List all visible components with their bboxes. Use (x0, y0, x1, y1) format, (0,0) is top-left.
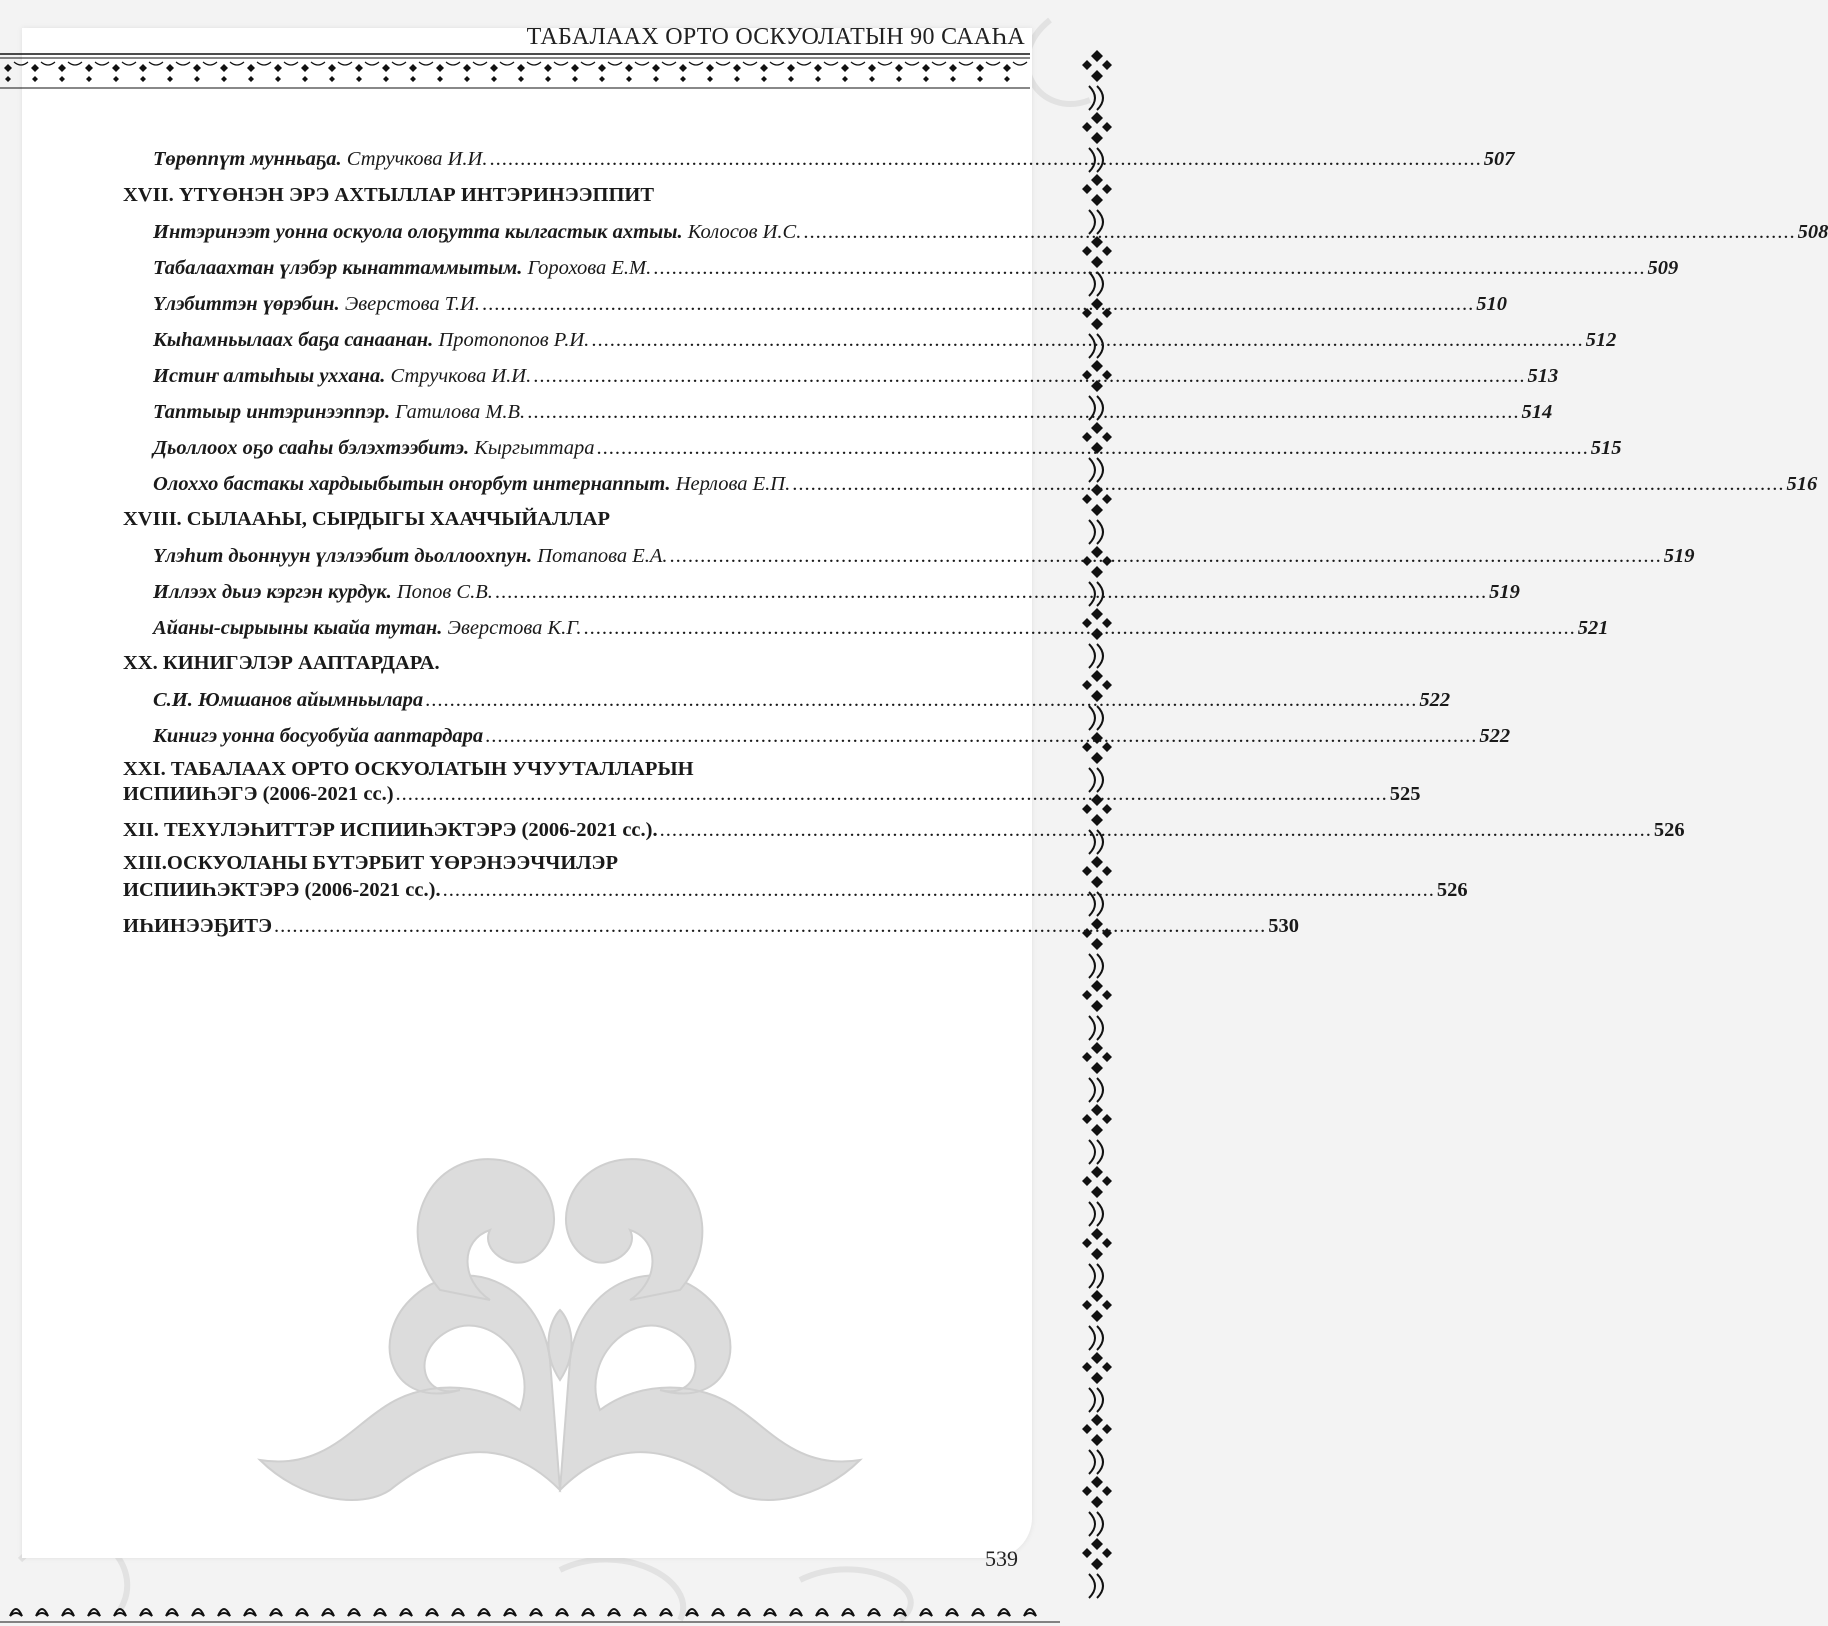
border-wave (504, 1609, 516, 1616)
border-arc (527, 62, 541, 65)
toc-entry-text (153, 616, 581, 640)
border-wave (478, 1609, 490, 1616)
section-heading: XVII. ҮТҮӨНЭН ЭРЭ АХТЫЛЛАР ИНТЭРИНЭЭППИТ (123, 184, 655, 206)
toc-entry[interactable] (153, 688, 1451, 712)
border-arc (797, 62, 811, 65)
toc-entry-text (153, 544, 668, 568)
section-heading: ХХ. КИНИГЭЛЭР ААПТАРДАРА. (123, 652, 440, 674)
entry-author: Стручкова И.И. (390, 365, 532, 387)
border-diamond (436, 64, 444, 82)
border-arc (959, 62, 973, 65)
toc-entry[interactable] (153, 147, 1515, 171)
border-diamond-cluster (1082, 50, 1112, 82)
border-wave (452, 1609, 464, 1616)
toc-entry[interactable] (153, 220, 1828, 244)
toc-entry[interactable] (153, 724, 1511, 748)
border-diamond (949, 64, 957, 82)
border-curl (1089, 86, 1103, 110)
dot-leader: .................................................................................................................................................................. (494, 581, 1488, 603)
toc-entry[interactable] (153, 616, 1609, 640)
border-arc (149, 62, 163, 65)
entry-author: Попов С.В. (396, 581, 493, 603)
entry-page-number: 519 (1663, 545, 1695, 567)
page-number: 539 (985, 1546, 1018, 1571)
border-curl (1089, 1512, 1103, 1536)
header-ornament-border (0, 52, 1040, 92)
border-arc (608, 62, 622, 65)
major-section-entry[interactable] (123, 878, 1468, 902)
dot-leader: .................................................................................................................................................................. (481, 293, 1475, 315)
border-arc (392, 62, 406, 65)
border-arc (500, 62, 514, 65)
border-wave (296, 1609, 308, 1616)
border-wave (10, 1609, 22, 1616)
border-arc (122, 62, 136, 65)
entry-page-number: 526 (1653, 819, 1685, 841)
toc-entry[interactable] (153, 544, 1695, 568)
border-wave (1024, 1609, 1036, 1616)
border-diamond (598, 64, 606, 82)
entry-title: Интэринээт уонна оскуола олоҕутта кылгастык ахтыы. (153, 221, 683, 243)
border-curl (1089, 1388, 1103, 1412)
border-diamond (976, 64, 984, 82)
border-arc (635, 62, 649, 65)
border-curl (1089, 1264, 1103, 1288)
border-diamond (463, 64, 471, 82)
entry-title: Таптыыр интэринээппэр. (153, 401, 391, 423)
entry-author: Потапова Е.А. (537, 545, 668, 567)
toc-entry-text (153, 436, 595, 460)
major-section-entry[interactable] (123, 914, 1300, 938)
border-diamond (112, 64, 120, 82)
border-diamond (868, 64, 876, 82)
toc-entry-text (153, 364, 531, 388)
border-diamond (679, 64, 687, 82)
border-diamond (274, 64, 282, 82)
entry-title: Кыһамньылаах баҕа санаанан. (153, 329, 434, 351)
border-diamond (895, 64, 903, 82)
dot-leader: .................................................................................................................................................................. (596, 437, 1589, 459)
border-wave (998, 1609, 1010, 1616)
border-wave (660, 1609, 672, 1616)
border-wave (400, 1609, 412, 1616)
border-diamond (85, 64, 93, 82)
border-arc (14, 62, 28, 65)
dot-leader: .................................................................................................................................................................. (659, 819, 1652, 841)
border-diamond-cluster (1082, 1538, 1112, 1570)
border-arc (824, 62, 838, 65)
border-arc (878, 62, 892, 65)
border-arc (473, 62, 487, 65)
major-section-title: ИСПИИҺЭГЭ (2006-2021 сс.) (123, 783, 394, 805)
dot-leader: .................................................................................................................................................................. (442, 879, 1435, 901)
border-diamond-cluster (1082, 1104, 1112, 1136)
border-arc (446, 62, 460, 65)
toc-entry-text (153, 472, 790, 496)
border-wave (322, 1609, 334, 1616)
dot-leader: .................................................................................................................................................................. (489, 148, 1482, 170)
entry-title: Үлэһит дьоннуун үлэлээбит дьоллоохпун. (153, 545, 533, 567)
entry-title: Истиҥ алтыһыы уххана. (153, 365, 386, 387)
border-diamond (1003, 64, 1011, 82)
border-wave (348, 1609, 360, 1616)
entry-author: Эверстова К.Г. (447, 617, 582, 639)
border-diamond (301, 64, 309, 82)
entry-page-number: 512 (1585, 329, 1617, 351)
border-arc (1013, 62, 1027, 65)
border-diamond-cluster (1082, 1228, 1112, 1260)
border-curl (1089, 1326, 1103, 1350)
entry-page-number: 513 (1527, 365, 1559, 387)
border-arc (338, 62, 352, 65)
border-diamond-cluster (1082, 1166, 1112, 1198)
major-section-title: ИСПИИҺЭКТЭРЭ (2006-2021 сс.). (123, 879, 441, 901)
border-diamond (922, 64, 930, 82)
border-diamond (814, 64, 822, 82)
border-diamond (625, 64, 633, 82)
toc-entry[interactable] (153, 400, 1553, 424)
border-curl (1089, 520, 1103, 544)
border-diamond (517, 64, 525, 82)
dot-leader: .................................................................................................................................................................. (653, 257, 1646, 279)
major-section-entry[interactable] (123, 782, 1421, 806)
entry-title: Олоххо бастакы хардыыбытын оҥорбут интернаппыт. (153, 473, 671, 495)
border-arc (176, 62, 190, 65)
border-diamond (166, 64, 174, 82)
running-header: ТАБАЛААХ ОРТО ОСКУОЛАТЫН 90 СААҺА (526, 24, 1025, 50)
entry-author: Колосов И.С. (687, 221, 802, 243)
dot-leader: .................................................................................................................................................................. (395, 783, 1388, 805)
border-diamond-cluster (1082, 1290, 1112, 1322)
border-arc (284, 62, 298, 65)
entry-page-number: 507 (1483, 148, 1515, 170)
border-wave (738, 1609, 750, 1616)
border-diamond-cluster (1082, 112, 1112, 144)
border-diamond (409, 64, 417, 82)
border-diamond (760, 64, 768, 82)
border-wave (556, 1609, 568, 1616)
entry-page-number: 522 (1419, 689, 1451, 711)
entry-page-number: 522 (1479, 725, 1511, 747)
border-arc (932, 62, 946, 65)
border-arc (41, 62, 55, 65)
border-wave (920, 1609, 932, 1616)
major-section-title: XII. ТЕХҮЛЭҺИТТЭР ИСПИИҺЭКТЭРЭ (2006-2021 сс.). (123, 819, 658, 841)
toc-entry[interactable] (153, 364, 1559, 388)
border-curl (1089, 1202, 1103, 1226)
entry-page-number: 521 (1577, 617, 1609, 639)
border-arc (986, 62, 1000, 65)
toc-entry-text (153, 400, 525, 424)
entry-page-number: 525 (1389, 783, 1421, 805)
border-curl (1089, 1016, 1103, 1040)
entry-title: Төрөппүт мунньаҕа. (153, 148, 342, 170)
border-diamond (328, 64, 336, 82)
border-diamond (31, 64, 39, 82)
entry-page-number: 508 (1797, 221, 1828, 243)
toc-entry-text (153, 220, 801, 244)
toc-entry-text (153, 292, 480, 316)
border-arc (851, 62, 865, 65)
entry-author: Эверстова Т.И. (344, 293, 480, 315)
border-diamond-cluster (1082, 1352, 1112, 1384)
border-wave (712, 1609, 724, 1616)
dot-leader: .................................................................................................................................................................. (583, 617, 1576, 639)
border-wave (530, 1609, 542, 1616)
border-wave (608, 1609, 620, 1616)
border-diamond-cluster (1082, 174, 1112, 206)
border-wave (166, 1609, 178, 1616)
border-diamond (841, 64, 849, 82)
border-arc (95, 62, 109, 65)
border-wave (374, 1609, 386, 1616)
border-diamond (787, 64, 795, 82)
entry-title: Иллээх дьиэ кэргэн курдук. (153, 581, 392, 603)
entry-author: Стручкова И.И. (346, 148, 488, 170)
major-section-title: ИҺИНЭЭҔИТЭ (123, 915, 273, 937)
entry-title: С.И. Юмшанов айымньылара (153, 689, 424, 711)
border-arc (203, 62, 217, 65)
border-wave (192, 1609, 204, 1616)
border-wave (140, 1609, 152, 1616)
border-diamond (247, 64, 255, 82)
dot-leader: .................................................................................................................................................................. (591, 329, 1584, 351)
border-wave (634, 1609, 646, 1616)
border-wave (868, 1609, 880, 1616)
border-wave (114, 1609, 126, 1616)
border-wave (218, 1609, 230, 1616)
entry-author: Кыргыттара (474, 437, 595, 459)
toc-entry-text (153, 724, 483, 748)
toc-entry-text (153, 688, 423, 712)
border-diamond-cluster (1082, 1476, 1112, 1508)
border-wave (62, 1609, 74, 1616)
border-diamond (490, 64, 498, 82)
dot-leader: .................................................................................................................................................................. (274, 915, 1267, 937)
toc-entry[interactable] (153, 328, 1617, 352)
section-heading: XVIII. СЫЛААҺЫ, СЫРДЫГЫ ХААЧЧЫЙАЛЛАР (123, 508, 610, 530)
border-diamond (193, 64, 201, 82)
major-section-heading: XIII.ОСКУОЛАНЫ БҮТЭРБИТ ҮӨРЭНЭЭЧЧИЛЭР (123, 852, 618, 874)
border-wave (270, 1609, 282, 1616)
major-section-heading: XXI. ТАБАЛААХ ОРТО ОСКУОЛАТЫН УЧУУТАЛЛАРЫН (123, 758, 694, 780)
border-wave (816, 1609, 828, 1616)
border-arc (68, 62, 82, 65)
border-diamond-cluster (1082, 1414, 1112, 1446)
border-curl (1089, 1140, 1103, 1164)
toc-entry[interactable] (153, 436, 1622, 460)
border-arc (257, 62, 271, 65)
toc-entry[interactable] (153, 256, 1679, 280)
entry-page-number: 530 (1268, 915, 1300, 937)
entry-page-number: 526 (1436, 879, 1468, 901)
border-curl (1089, 644, 1103, 668)
border-arc (770, 62, 784, 65)
toc-entry-text (153, 328, 589, 352)
border-diamond-cluster (1082, 980, 1112, 1012)
border-arc (689, 62, 703, 65)
dot-leader: .................................................................................................................................................................. (669, 545, 1662, 567)
border-wave (972, 1609, 984, 1616)
border-wave (88, 1609, 100, 1616)
dot-leader: .................................................................................................................................................................. (527, 401, 1520, 423)
dot-leader: .................................................................................................................................................................. (425, 689, 1418, 711)
border-arc (716, 62, 730, 65)
border-diamond (733, 64, 741, 82)
border-diamond (58, 64, 66, 82)
entry-title: Дьоллоох оҕо сааһы бэлэхтээбитэ. (153, 437, 470, 459)
entry-title: Кинигэ уонна босуобуйа ааптардара (153, 725, 484, 747)
border-wave (36, 1609, 48, 1616)
border-diamond (544, 64, 552, 82)
border-diamond (652, 64, 660, 82)
border-wave (582, 1609, 594, 1616)
entry-page-number: 515 (1590, 437, 1622, 459)
border-wave (244, 1609, 256, 1616)
border-arc (662, 62, 676, 65)
entry-page-number: 516 (1786, 473, 1818, 495)
toc-entry-text (153, 256, 651, 280)
border-diamond-cluster (1082, 1042, 1112, 1074)
bottom-ornament-border (0, 1590, 1060, 1626)
entry-title: Табалаахтан үлэбэр кынаттаммытым. (153, 257, 523, 279)
border-diamond (706, 64, 714, 82)
border-arc (311, 62, 325, 65)
toc-entry[interactable] (153, 472, 1818, 496)
toc-entry[interactable] (153, 292, 1507, 316)
border-curl (1089, 954, 1103, 978)
entry-page-number: 510 (1476, 293, 1507, 315)
border-wave (764, 1609, 776, 1616)
dot-leader: .................................................................................................................................................................. (803, 221, 1796, 243)
toc-entry[interactable] (153, 580, 1520, 604)
entry-author: Горохова Е.М. (527, 257, 652, 279)
decorative-ornament (240, 1130, 880, 1510)
border-arc (230, 62, 244, 65)
border-arc (365, 62, 379, 65)
toc-entry-text (153, 580, 493, 604)
border-curl (1089, 1078, 1103, 1102)
border-arc (419, 62, 433, 65)
border-curl (1089, 1450, 1103, 1474)
toc-entry-text (153, 147, 487, 171)
dot-leader: .................................................................................................................................................................. (792, 473, 1785, 495)
entry-page-number: 519 (1489, 581, 1520, 603)
border-wave (946, 1609, 958, 1616)
entry-author: Нерлова Е.П. (675, 473, 791, 495)
entry-page-number: 514 (1521, 401, 1553, 423)
border-wave (894, 1609, 906, 1616)
entry-author: Гатилова М.В. (395, 401, 526, 423)
border-arc (581, 62, 595, 65)
border-wave (426, 1609, 438, 1616)
border-diamond (4, 64, 12, 82)
border-diamond (139, 64, 147, 82)
border-wave (790, 1609, 802, 1616)
entry-title: Айаны-сырыыны кыайа тутан. (153, 617, 443, 639)
border-arc (554, 62, 568, 65)
major-section-entry[interactable] (123, 818, 1685, 842)
border-arc (743, 62, 757, 65)
entry-title: Үлэбиттэн үөрэбин. (153, 293, 340, 315)
entry-page-number: 509 (1647, 257, 1679, 279)
border-diamond (382, 64, 390, 82)
entry-author: Протопопов Р.И. (438, 329, 590, 351)
border-wave (842, 1609, 854, 1616)
dot-leader: .................................................................................................................................................................. (533, 365, 1526, 387)
border-diamond (571, 64, 579, 82)
border-wave (686, 1609, 698, 1616)
dot-leader: .................................................................................................................................................................. (485, 725, 1478, 747)
border-arc (905, 62, 919, 65)
border-diamond (220, 64, 228, 82)
border-diamond (355, 64, 363, 82)
